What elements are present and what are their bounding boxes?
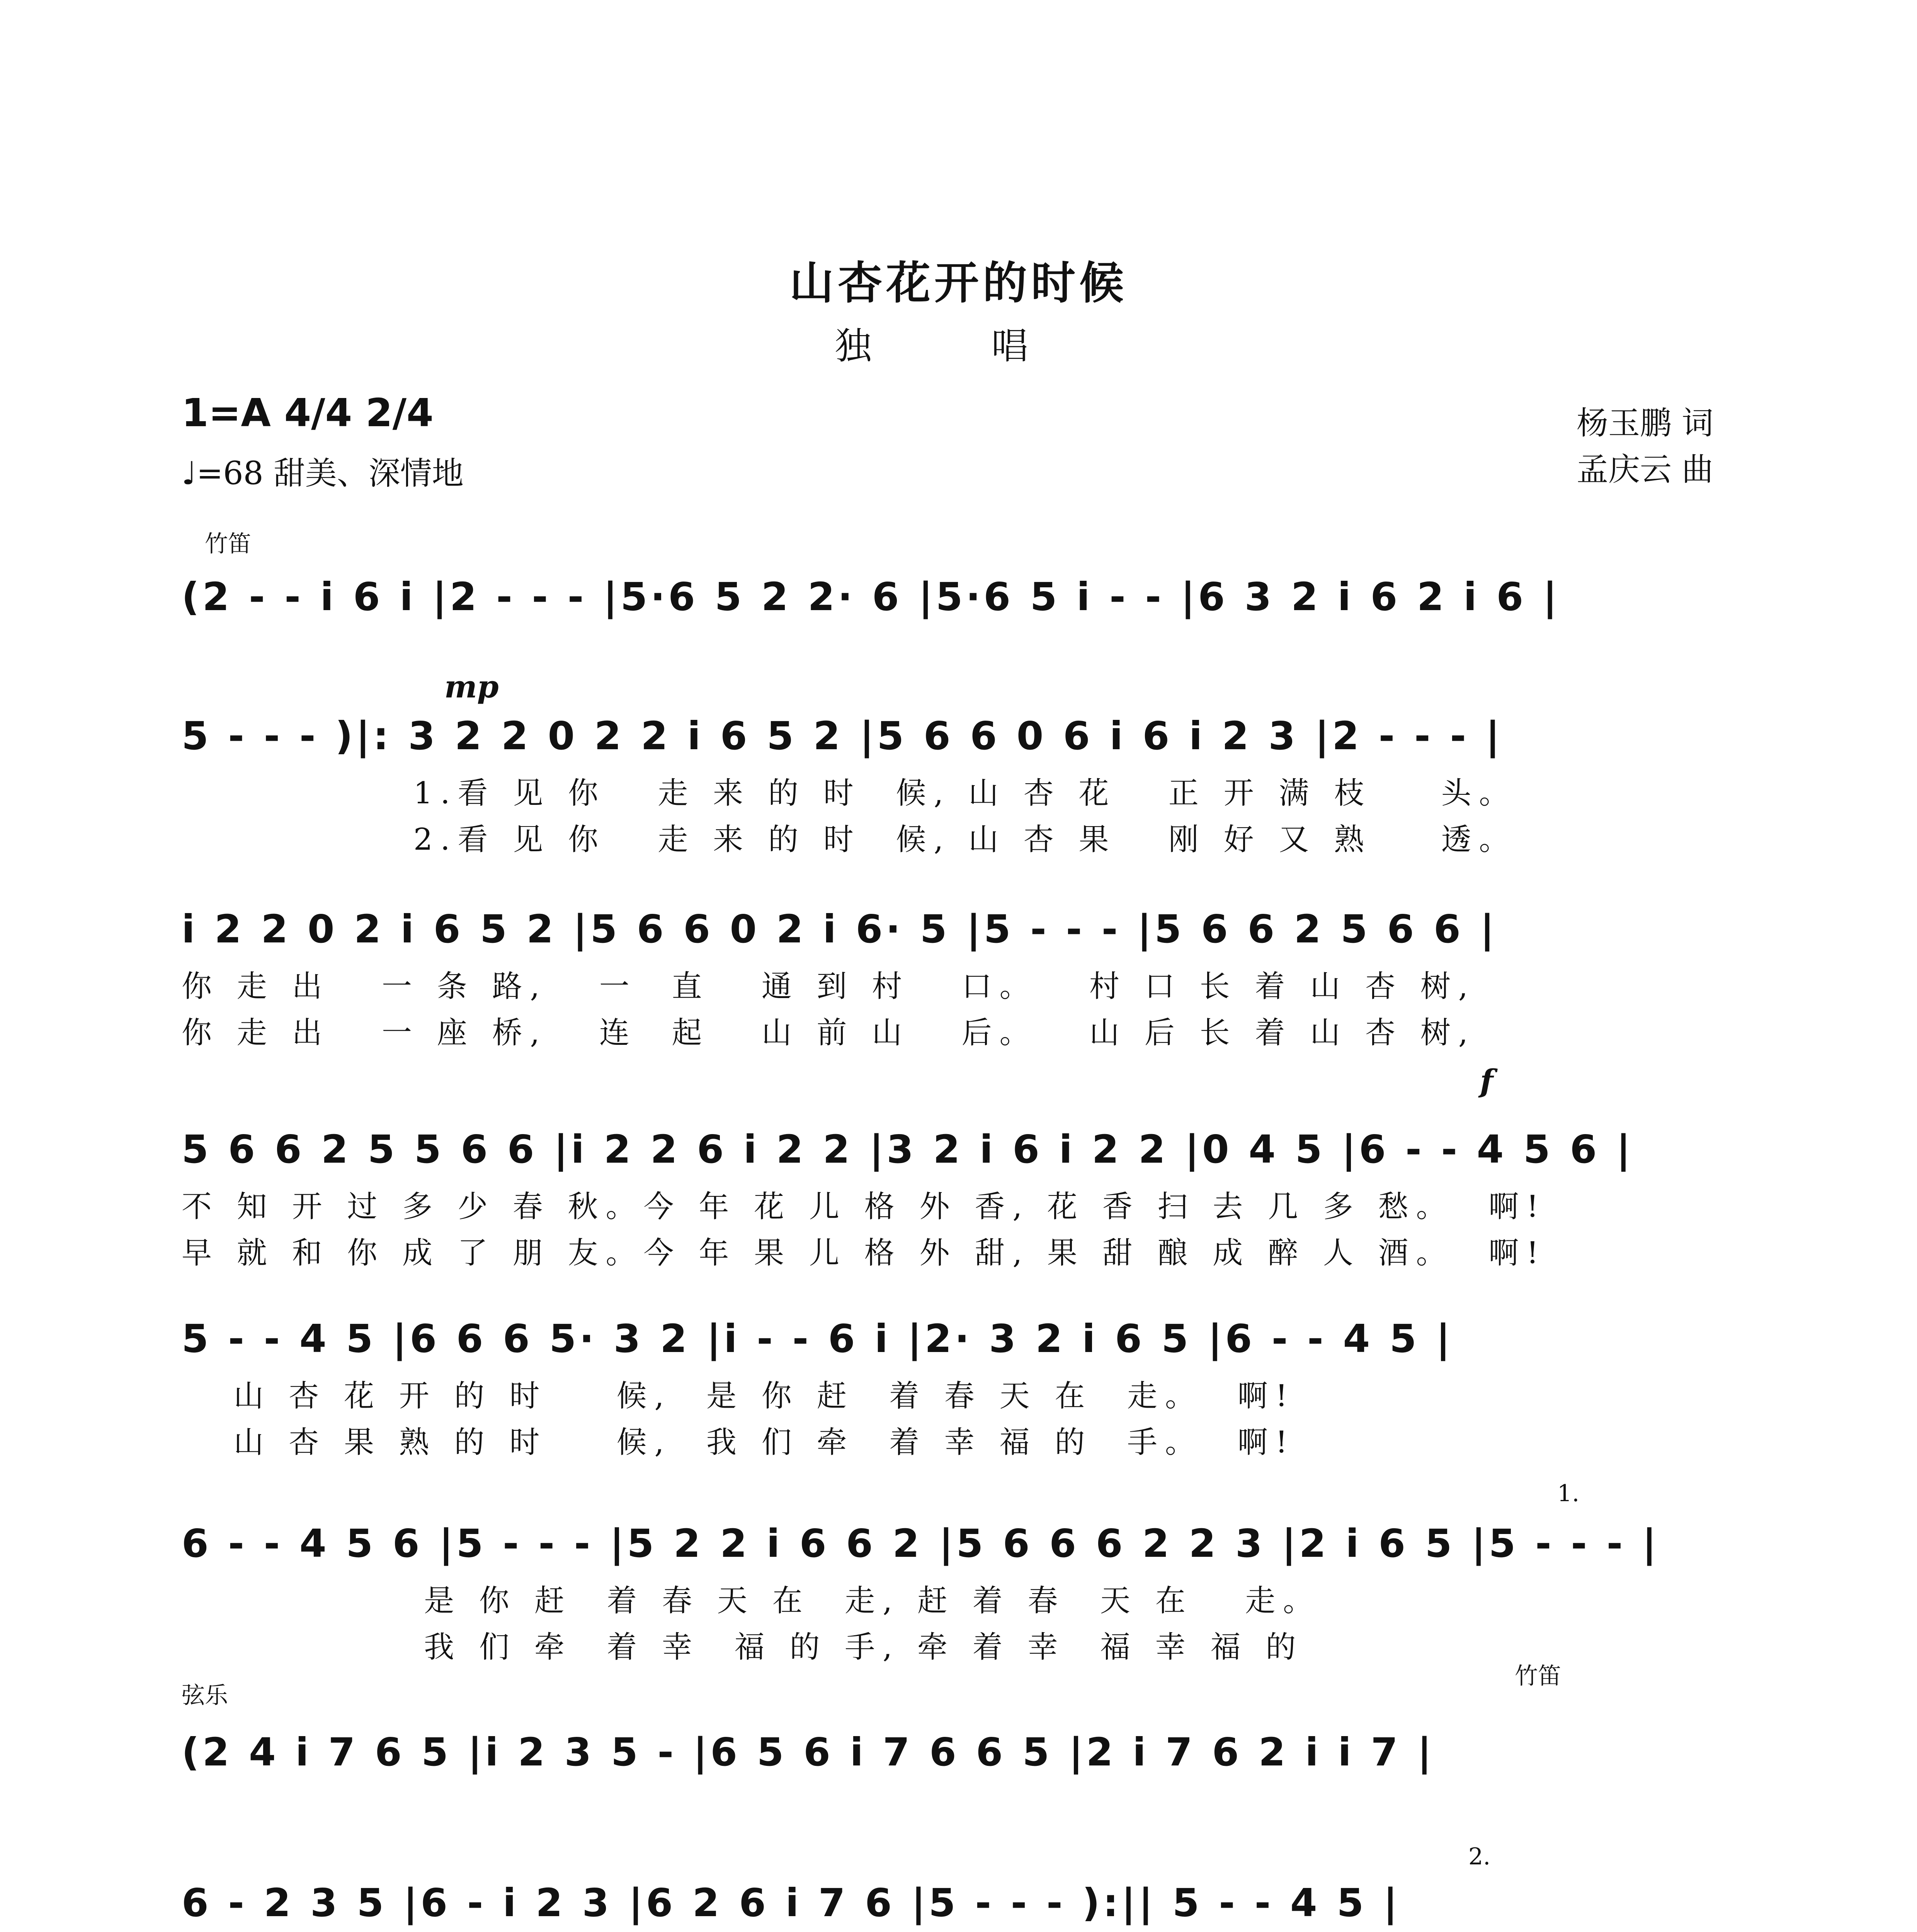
lyric-verse-1: 1.看 见 你 走 来 的 时 候, 山 杏 花 正 开 满 枝 头。: [413, 776, 1517, 811]
instrument-label: 弦乐: [182, 1682, 228, 1709]
key-signature: 1=A 4/4 2/4: [182, 390, 434, 435]
staff-system-7: [182, 1663, 1747, 1889]
staff-system-8: [182, 1843, 1747, 1932]
staff-system-6: [182, 1480, 1747, 1681]
lyric-verse-1: 山 杏 花 开 的 时 候, 是 你 赶 着 春 天 在 走。 啊!: [182, 1379, 1295, 1413]
tempo-marking: ♩=68 甜美、深情地: [182, 455, 464, 492]
lyric-verse-2: 2.看 见 你 走 来 的 时 候, 山 杏 果 刚 好 又 熟 透。: [413, 822, 1517, 857]
lyric-verse-1: 你 走 出 一 条 路, 一 直 通 到 村 口。 村 口 长 着 山 杏 树,: [182, 969, 1476, 1004]
page-title: 山杏花开的时候: [789, 257, 1128, 309]
lyric-verse-2: 你 走 出 一 座 桥, 连 起 山 前 山 后。 山 后 长 着 山 杏 树,: [182, 1015, 1476, 1050]
staff-system-3: [182, 904, 1747, 1066]
lyric-verse-2: 早 就 和 你 成 了 朋 友。今 年 果 儿 格 外 甜, 果 甜 酿 成 醉 人 酒。 啊!: [182, 1236, 1546, 1270]
page-subtitle: 独 唱: [835, 325, 1082, 367]
dynamic-marking: f: [1480, 1063, 1493, 1099]
staff-system-1: [182, 531, 1747, 734]
lyricist-credit: 杨玉鹏 词: [1577, 405, 1714, 442]
notation-line: 6 - 2 3 5 |6 - i 2 3 |6 2 6 i 7 6 |5 - - - ):|| 5 - - 4 5 |: [182, 1880, 1401, 1925]
lyric-verse-2: 山 杏 果 熟 的 时 候, 我 们 牵 着 幸 福 的 手。 啊!: [182, 1425, 1295, 1460]
lyric-verse-1: 是 你 赶 着 春 天 在 走, 赶 着 春 天 在 走。: [182, 1583, 1321, 1618]
notation-line: 6 - - 4 5 6 |5 - - - |5 2 2 i 6 6 2 |5 6 6 6 2 2 3 |2 i 6 5 |5 - - - |: [182, 1521, 1660, 1566]
ending-bracket-label: 2.: [1468, 1843, 1491, 1870]
staff-system-4: [182, 1063, 1747, 1287]
lyric-verse-2: 我 们 牵 着 幸 福 的 手, 牵 着 幸 福 幸 福 的: [182, 1630, 1304, 1665]
notation-line: 5 - - - )|: 3 2 2 0 2 2 i 6 5 2 |5 6 6 0 6 i 6 i 2 3 |2 - - - |: [182, 713, 1503, 759]
notation-line: 5 6 6 2 5 5 6 6 |i 2 2 6 i 2 2 |3 2 i 6 i 2 2 |0 4 5 |6 - - 4 5 6 |: [182, 1127, 1634, 1172]
composer-credit: 孟庆云 曲: [1577, 451, 1714, 488]
notation-line: 5 - - 4 5 |6 6 6 5· 3 2 |i - - 6 i |2· 3 2 i 6 5 |6 - - 4 5 |: [182, 1316, 1453, 1361]
notation-line: (2 - - i 6 i |2 - - - |5·6 5 2 2· 6 |5·6 5 i - - |6 3 2 i 6 2 i 6 |: [182, 574, 1560, 619]
notation-line: (2 4 i 7 6 5 |i 2 3 5 - |6 5 6 i 7 6 6 5 |2 i 7 6 2 i i 7 |: [182, 1730, 1435, 1775]
instrument-label: 竹笛: [205, 531, 251, 558]
instrument-label-2: 竹笛: [1515, 1663, 1561, 1690]
ending-bracket-label: 1.: [1557, 1480, 1580, 1507]
staff-system-5: [182, 1314, 1747, 1476]
staff-system-2: [182, 668, 1747, 873]
dynamic-marking: mp: [444, 668, 499, 705]
lyric-verse-1: 不 知 开 过 多 少 春 秋。今 年 花 儿 格 外 香, 花 香 扫 去 几 多 愁。 啊!: [182, 1189, 1546, 1224]
notation-line: i 2 2 0 2 i 6 5 2 |5 6 6 0 2 i 6· 5 |5 - - - |5 6 6 2 5 6 6 |: [182, 906, 1497, 952]
